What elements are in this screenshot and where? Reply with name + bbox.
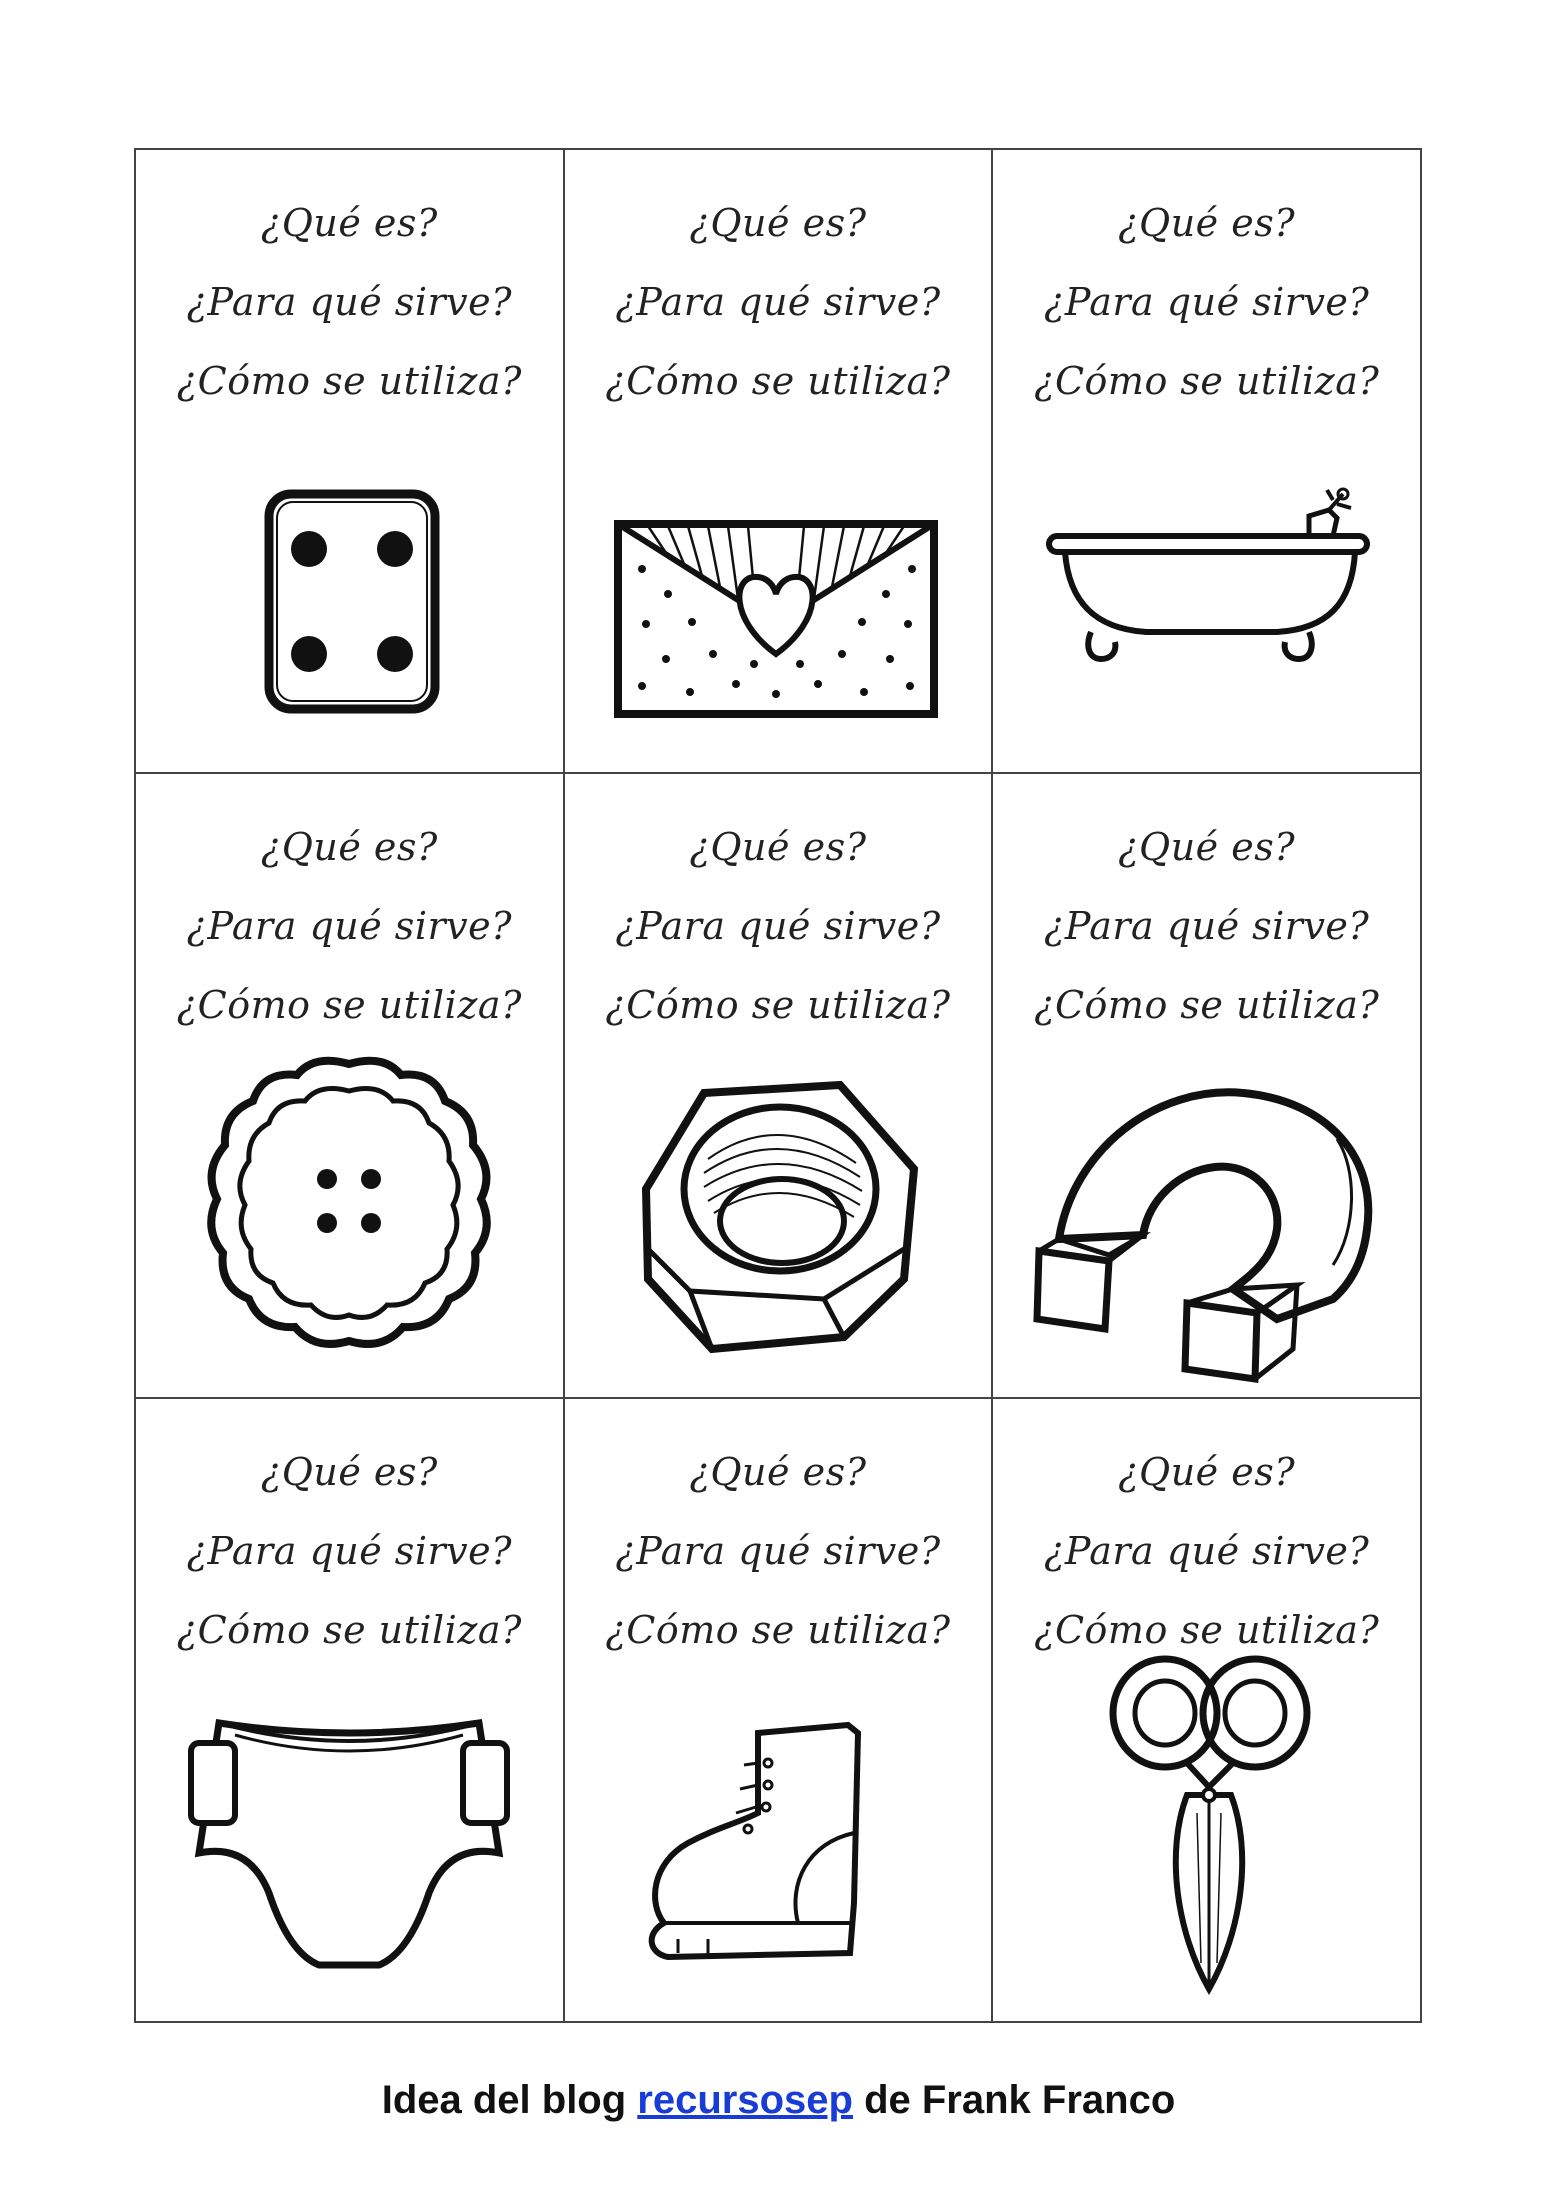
question-purpose: ¿Para qué sirve?: [615, 1528, 941, 1573]
question-how: ¿Cómo se utiliza?: [1034, 1607, 1380, 1652]
magnet-icon: [993, 1079, 1420, 1379]
card-questions: [177, 184, 522, 421]
card-envelope: [564, 149, 993, 773]
question-how: ¿Cómo se utiliza?: [605, 359, 951, 403]
card-questions: [605, 184, 950, 421]
question-purpose: ¿Para qué sirve?: [186, 1528, 512, 1573]
question-how: ¿Cómo se utiliza?: [176, 1607, 522, 1652]
card-bathtub: [992, 149, 1421, 773]
card-diaper: [135, 1398, 564, 2022]
envelope-icon: [565, 454, 992, 754]
scissors-icon: [993, 1703, 1420, 2003]
blog-link[interactable]: recursosep: [637, 2078, 853, 2122]
question-purpose: ¿Para qué sirve?: [615, 904, 941, 949]
question-how: ¿Cómo se utiliza?: [1034, 359, 1380, 403]
card-questions: [177, 1433, 522, 1670]
question-how: ¿Cómo se utiliza?: [1034, 983, 1380, 1028]
card-questions: [605, 808, 950, 1045]
question-purpose: ¿Para qué sirve?: [615, 280, 941, 324]
question-how: ¿Cómo se utiliza?: [605, 983, 951, 1028]
card-grid: [134, 148, 1422, 2023]
card-dice: [135, 149, 564, 773]
question-how: ¿Cómo se utiliza?: [176, 359, 522, 403]
diaper-icon: [136, 1703, 563, 2003]
card-hex-nut: [564, 773, 993, 1397]
question-purpose: ¿Para qué sirve?: [1043, 280, 1370, 324]
question-what: ¿Qué es?: [260, 825, 438, 870]
question-what: ¿Qué es?: [689, 825, 867, 870]
question-purpose: ¿Para qué sirve?: [186, 280, 512, 324]
question-how: ¿Cómo se utiliza?: [605, 1607, 951, 1652]
hex-nut-icon: [565, 1079, 992, 1379]
footer-prefix: Idea del blog: [381, 2078, 638, 2122]
question-how: ¿Cómo se utiliza?: [176, 983, 522, 1028]
card-scissors: [992, 1398, 1421, 2022]
question-what: ¿Qué es?: [689, 201, 867, 245]
dice-icon: [136, 454, 563, 754]
question-what: ¿Qué es?: [689, 1449, 867, 1494]
card-questions: [177, 808, 522, 1045]
question-what: ¿Qué es?: [1118, 825, 1296, 870]
question-purpose: ¿Para qué sirve?: [1043, 1528, 1370, 1573]
footer-credit: [0, 2078, 1557, 2123]
card-questions: [1034, 1433, 1379, 1670]
question-purpose: ¿Para qué sirve?: [186, 904, 512, 949]
question-what: ¿Qué es?: [1118, 1449, 1296, 1494]
question-what: ¿Qué es?: [260, 1449, 438, 1494]
question-purpose: ¿Para qué sirve?: [1043, 904, 1370, 949]
card-button: [135, 773, 564, 1397]
card-questions: [605, 1433, 950, 1670]
bathtub-icon: [993, 454, 1420, 754]
card-magnet: [992, 773, 1421, 1397]
question-what: ¿Qué es?: [1118, 201, 1296, 245]
card-questions: [1034, 808, 1379, 1045]
button-icon: [136, 1079, 563, 1379]
question-what: ¿Qué es?: [260, 201, 438, 245]
footer-suffix: de Frank Franco: [852, 2078, 1176, 2122]
card-boot: [564, 1398, 993, 2022]
card-questions: [1034, 184, 1379, 421]
boot-icon: [565, 1703, 992, 2003]
